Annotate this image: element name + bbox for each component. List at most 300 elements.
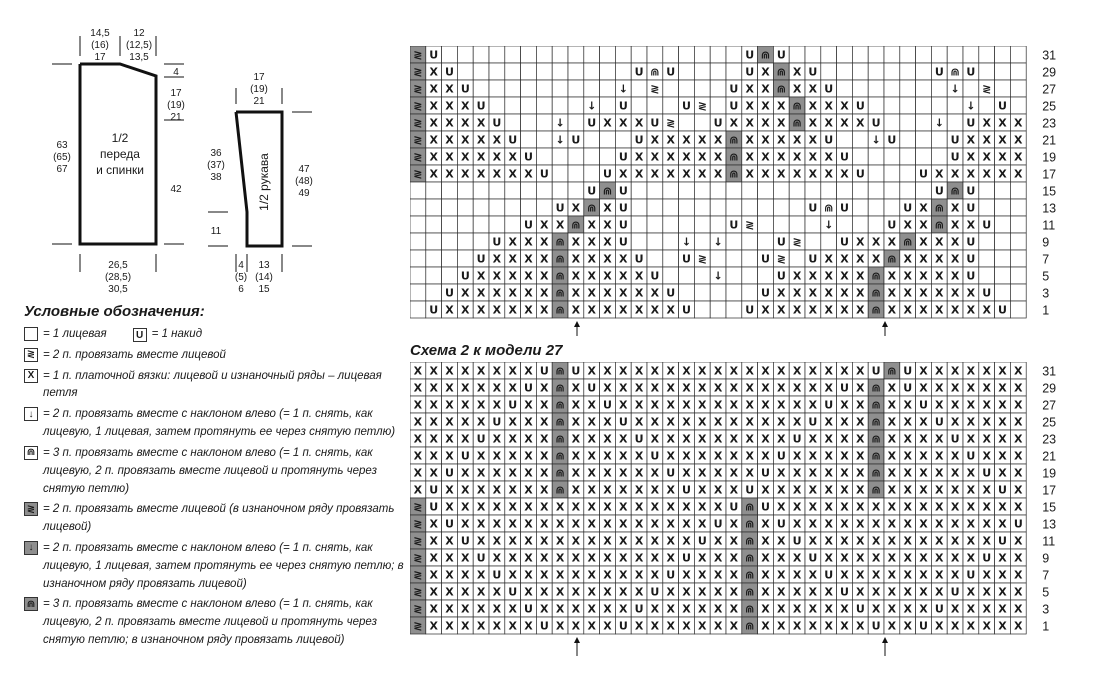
chart-stitch-symbol: X [903,585,912,599]
chart-cell [679,284,695,301]
chart-stitch-symbol: X [777,466,786,480]
chart-stitch-symbol: U [445,286,454,300]
chart-stitch-symbol: X [429,99,438,113]
chart-cell [694,63,710,80]
chart-stitch-symbol: X [682,415,691,429]
chart-cell [805,216,821,233]
chart-stitch-symbol: X [792,500,802,514]
chart-stitch-symbol: X [540,303,549,317]
chart-cell [852,63,868,80]
chart-stitch-symbol: X [476,381,486,395]
chart-stitch-symbol: X [777,432,786,446]
chart-cell [457,233,473,250]
chart-stitch-symbol: ⋒ [824,201,834,215]
chart-stitch-symbol: X [666,364,675,378]
chart-stitch-symbol: X [619,551,628,565]
chart-cell [710,182,726,199]
chart-stitch-symbol: X [698,568,707,582]
chart-stitch-symbol: X [808,150,818,164]
chart-stitch-symbol: X [650,568,660,582]
chart-cell [884,114,900,131]
chart-cell [536,97,552,114]
chart-stitch-symbol: X [429,398,438,412]
chart-stitch-symbol: X [792,303,802,317]
chart-stitch-symbol: X [887,619,897,633]
centre-arrow-head-icon [882,321,888,327]
chart-cell [489,199,505,216]
chart-cell [821,46,837,63]
chart-stitch-symbol: U [745,303,755,317]
chart-stitch-symbol: X [698,500,707,514]
chart-stitch-symbol: X [587,269,596,283]
chart-stitch-symbol: U [524,602,533,616]
row-number: 7 [1042,568,1050,583]
chart-stitch-symbol: U [429,303,439,317]
chart-stitch-symbol: X [887,303,897,317]
chart-stitch-symbol: U [729,500,739,514]
chart-stitch-symbol: X [761,534,770,548]
chart-stitch-symbol: X [413,415,423,429]
chart-stitch-symbol: X [950,303,960,317]
chart-stitch-symbol: U [934,415,944,429]
chart-stitch-symbol: ⋒ [555,303,565,317]
chart-cell [473,216,489,233]
chart-cell [442,46,458,63]
chart-stitch-symbol: X [603,252,612,266]
chart-cell [615,46,631,63]
chart-cell [1010,46,1026,63]
chart-stitch-symbol: X [492,398,502,412]
chart-stitch-symbol: X [824,303,833,317]
chart-stitch-symbol: X [935,303,944,317]
chart-stitch-symbol: X [666,303,675,317]
chart-cell [995,46,1011,63]
chart-cell [584,148,600,165]
chart-stitch-symbol: X [698,167,707,181]
chart-cell [631,46,647,63]
chart-stitch-symbol: X [524,364,533,378]
chart-stitch-symbol: X [571,303,581,317]
chart-cell [521,63,537,80]
chart-stitch-symbol: X [840,167,849,181]
chart-stitch-symbol: X [777,99,786,113]
chart-stitch-symbol: X [792,150,802,164]
chart-cell [758,233,774,250]
chart-cell [837,182,853,199]
chart-stitch-symbol: X [887,551,897,565]
chart-stitch-symbol: X [792,466,802,480]
chart-stitch-symbol: X [682,568,691,582]
chart-stitch-symbol: X [619,381,628,395]
chart-cell [694,114,710,131]
chart-stitch-symbol: X [840,551,849,565]
chart-stitch-symbol: X [982,381,991,395]
chart-stitch-symbol: X [603,269,612,283]
chart-stitch-symbol: X [429,466,438,480]
chart-stitch-symbol: X [761,133,770,147]
chart-stitch-symbol: X [461,150,470,164]
chart-stitch-symbol: X [634,551,644,565]
chart-cell [600,148,616,165]
chart-stitch-symbol: X [698,133,707,147]
chart-stitch-symbol: ⋒ [745,619,755,633]
chart-stitch-symbol: X [461,133,470,147]
chart-stitch-symbol: X [729,602,739,616]
chart-stitch-symbol: ⋒ [555,235,565,249]
chart-cell [568,165,584,182]
chart-stitch-symbol: X [666,500,675,514]
chart-stitch-symbol: X [571,381,581,395]
chart-stitch-symbol: X [856,116,865,130]
chart-stitch-symbol: X [919,534,928,548]
chart-stitch-symbol: ↓ [587,99,597,113]
chart-cell [726,46,742,63]
chart-cell [473,80,489,97]
row-number: 17 [1042,483,1057,498]
chart-stitch-symbol: U [650,269,660,283]
chart-stitch-symbol: X [824,99,833,113]
chart-stitch-symbol: X [587,585,596,599]
chart-stitch-symbol: X [824,619,833,633]
chart-stitch-symbol: X [761,551,770,565]
chart-stitch-symbol: X [508,568,517,582]
chart-stitch-symbol: ≷ [413,65,423,79]
chart-stitch-symbol: X [982,398,991,412]
chart-stitch-symbol: X [745,381,754,395]
legend-item [24,406,404,442]
chart-stitch-symbol: X [413,432,423,446]
chart-stitch-symbol: X [856,398,865,412]
chart-stitch-symbol: X [1014,551,1023,565]
chart-stitch-symbol: X [634,167,644,181]
chart-stitch-symbol: X [1014,150,1023,164]
chart-stitch-symbol: X [808,568,818,582]
chart-stitch-symbol: X [856,619,865,633]
chart-stitch-symbol: U [824,398,834,412]
chart-stitch-symbol: X [919,303,928,317]
chart-stitch-symbol: X [698,551,707,565]
chart-stitch-symbol: X [634,568,644,582]
chart-stitch-symbol: U [776,517,786,531]
chart-stitch-symbol: X [508,602,517,616]
chart-cell [631,97,647,114]
chart-stitch-symbol: X [713,585,723,599]
chart-stitch-symbol: X [587,235,596,249]
chart-stitch-symbol: X [476,415,486,429]
chart-stitch-symbol: X [935,568,944,582]
dim-sleeve-top-1: 17 [253,72,265,83]
chart-stitch-symbol: X [524,551,533,565]
chart-cell [615,63,631,80]
chart-stitch-symbol: X [571,568,581,582]
chart-stitch-symbol: X [808,619,818,633]
chart-stitch-symbol: U [966,269,976,283]
legend-text: = 2 п. провязать вместе лицевой [43,348,226,361]
chart-stitch-symbol: X [650,551,660,565]
chart-stitch-symbol: X [650,303,660,317]
chart-stitch-symbol: X [903,568,912,582]
chart-stitch-symbol: X [745,99,754,113]
chart-cell [694,301,710,318]
chart-stitch-symbol: X [524,167,533,181]
chart-cell [489,63,505,80]
chart-cell [773,216,789,233]
chart-stitch-symbol: X [808,449,818,463]
chart-stitch-symbol: ≷ [650,82,660,96]
row-number: 27 [1042,398,1057,413]
chart-stitch-symbol: X [540,483,549,497]
chart-stitch-symbol: X [887,568,897,582]
chart-stitch-symbol: X [555,602,565,616]
chart-stitch-symbol: X [998,449,1007,463]
chart-stitch-symbol: X [429,116,438,130]
chart-stitch-symbol: X [682,619,691,633]
chart-cell [552,80,568,97]
chart-stitch-symbol: ⋒ [745,585,755,599]
chart-stitch-symbol: U [429,48,439,62]
dim-top-right-3: 13,5 [129,52,149,63]
chart-cell [995,233,1011,250]
chart-stitch-symbol: X [808,483,818,497]
chart-stitch-symbol: X [919,602,928,616]
chart-stitch-symbol: U [618,201,628,215]
chart-stitch-symbol: X [650,500,660,514]
chart-stitch-symbol: X [571,466,581,480]
chart-stitch-symbol: X [540,585,549,599]
chart-stitch-symbol: X [492,381,502,395]
chart-cell [710,46,726,63]
chart-stitch-symbol: X [1014,500,1023,514]
chart-stitch-symbol: U [634,432,644,446]
chart-stitch-symbol: X [619,500,628,514]
chart-stitch-symbol: X [587,483,596,497]
chart-stitch-symbol: X [666,619,675,633]
chart-stitch-symbol: X [555,500,565,514]
legend-symbol-icon: ↓ [24,407,38,421]
chart-stitch-symbol: X [445,568,454,582]
chart-stitch-symbol: X [919,235,928,249]
chart-stitch-symbol: X [445,381,454,395]
chart-stitch-symbol: U [618,619,628,633]
chart-stitch-symbol: X [919,551,928,565]
chart-stitch-symbol: X [935,398,944,412]
chart-stitch-symbol: X [429,551,438,565]
chart-stitch-symbol: X [792,398,802,412]
chart-stitch-symbol: X [429,568,438,582]
legend-symbol-icon: ⋒ [24,446,38,460]
chart-stitch-symbol: U [476,99,486,113]
chart-stitch-symbol: X [840,286,849,300]
chart-stitch-symbol: X [966,602,976,616]
chart-cell [900,114,916,131]
chart-stitch-symbol: X [571,269,581,283]
chart-stitch-symbol: X [761,116,770,130]
chart-stitch-symbol: X [713,398,723,412]
chart-stitch-symbol: ≷ [413,500,423,514]
chart-stitch-symbol: X [429,602,438,616]
chart-stitch-symbol: X [808,602,818,616]
chart-stitch-symbol: X [682,466,691,480]
chart-stitch-symbol: U [966,449,976,463]
chart-stitch-symbol: ↓ [555,133,565,147]
chart-stitch-symbol: X [587,619,596,633]
chart-stitch-symbol: U [460,534,470,548]
chart-stitch-symbol: X [871,252,881,266]
chart-cell [884,182,900,199]
legend [24,303,404,653]
chart-stitch-symbol: X [761,398,770,412]
chart-stitch-symbol: ⋒ [871,432,881,446]
chart-cell [631,80,647,97]
chart-stitch-symbol: X [603,517,612,531]
chart-stitch-symbol: X [698,517,707,531]
legend-symbol-icon: ↓ [24,541,38,555]
dim-length-2: (65) [53,152,71,163]
chart-stitch-symbol: X [998,602,1007,616]
chart-stitch-symbol: ≷ [413,82,423,96]
chart-stitch-symbol: U [950,432,960,446]
chart-cell [710,199,726,216]
chart-stitch-symbol: X [792,415,802,429]
chart-stitch-symbol: X [571,585,581,599]
chart-stitch-symbol: X [792,269,802,283]
chart-stitch-symbol: U [650,449,660,463]
chart-stitch-symbol: X [935,551,944,565]
chart-stitch-symbol: X [587,218,596,232]
chart-stitch-symbol: X [840,517,849,531]
chart-stitch-symbol: X [824,534,833,548]
chart-stitch-symbol: X [950,483,960,497]
sewing-schematic [0,0,400,300]
chart-stitch-symbol: ↓ [555,116,565,130]
legend-title: Условные обозначения: [24,303,205,320]
chart-cell [521,46,537,63]
chart-stitch-symbol: X [982,449,991,463]
chart-2 [410,362,1100,662]
chart-stitch-symbol: X [555,585,565,599]
chart-stitch-symbol: X [571,449,581,463]
chart-stitch-symbol: X [729,398,739,412]
chart-cell [900,97,916,114]
chart-stitch-symbol: U [871,619,881,633]
chart-stitch-symbol: X [666,449,675,463]
chart-stitch-symbol: X [508,415,517,429]
chart-stitch-symbol: X [982,534,991,548]
chart-cell [789,46,805,63]
chart-stitch-symbol: ≷ [413,167,423,181]
chart-stitch-symbol: U [824,568,834,582]
chart-stitch-symbol: X [966,303,976,317]
chart-cell [758,199,774,216]
chart-stitch-symbol: X [571,517,581,531]
chart-stitch-symbol: X [966,150,976,164]
chart-stitch-symbol: X [887,483,897,497]
chart-stitch-symbol: X [871,500,881,514]
chart-cell [821,182,837,199]
chart-stitch-symbol: ≷ [745,218,755,232]
chart-cell [694,233,710,250]
chart-stitch-symbol: X [555,534,565,548]
centre-arrow-head-icon [574,637,580,643]
chart-cell [679,216,695,233]
chart-stitch-symbol: X [682,585,691,599]
chart-stitch-symbol: X [1014,585,1023,599]
chart-stitch-symbol: X [792,551,802,565]
chart-stitch-symbol: X [587,602,596,616]
chart-stitch-symbol: X [603,551,612,565]
chart-stitch-symbol: X [919,568,928,582]
chart-stitch-symbol: X [729,364,739,378]
chart-stitch-symbol: X [966,415,976,429]
chart-stitch-symbol: ⋒ [887,252,897,266]
chart-cell [900,148,916,165]
chart-stitch-symbol: X [413,483,423,497]
chart-stitch-symbol: X [950,398,960,412]
chart-cell [742,284,758,301]
chart-cell [979,199,995,216]
chart-stitch-symbol: X [729,432,739,446]
chart-cell [426,250,442,267]
chart-stitch-symbol: U [618,150,628,164]
chart-stitch-symbol: X [413,381,423,395]
chart-stitch-symbol: X [856,303,865,317]
chart-stitch-symbol: X [650,398,660,412]
chart-stitch-symbol: X [587,466,596,480]
chart-cell [805,46,821,63]
dim-top-right-1: 12 [133,28,145,39]
row-number: 13 [1042,517,1057,532]
chart-stitch-symbol: X [1014,398,1023,412]
chart-stitch-symbol: X [476,364,486,378]
chart-cell [536,114,552,131]
chart-stitch-symbol: X [476,619,486,633]
chart-cell [647,233,663,250]
chart-cell [505,63,521,80]
dim-shoulder-drop: 4 [173,67,179,78]
chart-cell [931,131,947,148]
chart-stitch-symbol: X [524,466,533,480]
chart-stitch-symbol: ⋒ [555,466,565,480]
chart-cell [647,46,663,63]
chart-stitch-symbol: X [555,568,565,582]
chart-stitch-symbol: U [492,116,502,130]
chart-stitch-symbol: X [540,269,549,283]
chart-stitch-symbol: X [808,534,818,548]
chart-stitch-symbol: X [508,500,517,514]
chart-cell [489,182,505,199]
chart-stitch-symbol: X [919,364,928,378]
chart-stitch-symbol: X [887,449,897,463]
legend-symbol-icon: ⋒ [24,597,38,611]
chart-stitch-symbol: U [998,534,1007,548]
chart-stitch-symbol: X [903,218,912,232]
chart-cell [710,301,726,318]
chart-stitch-symbol: X [429,449,438,463]
chart-stitch-symbol: U [745,65,755,79]
row-number: 29 [1042,65,1057,80]
chart-stitch-symbol: X [429,415,438,429]
chart-cell [442,250,458,267]
chart-stitch-symbol: U [998,303,1007,317]
chart-stitch-symbol: X [492,517,502,531]
chart-stitch-symbol: U [761,466,770,480]
chart-stitch-symbol: X [698,381,707,395]
chart-stitch-symbol: ⋒ [776,82,786,96]
chart-stitch-symbol: X [524,585,533,599]
chart-cell [679,80,695,97]
chart-stitch-symbol: X [1014,415,1023,429]
chart-stitch-symbol: U [492,415,502,429]
